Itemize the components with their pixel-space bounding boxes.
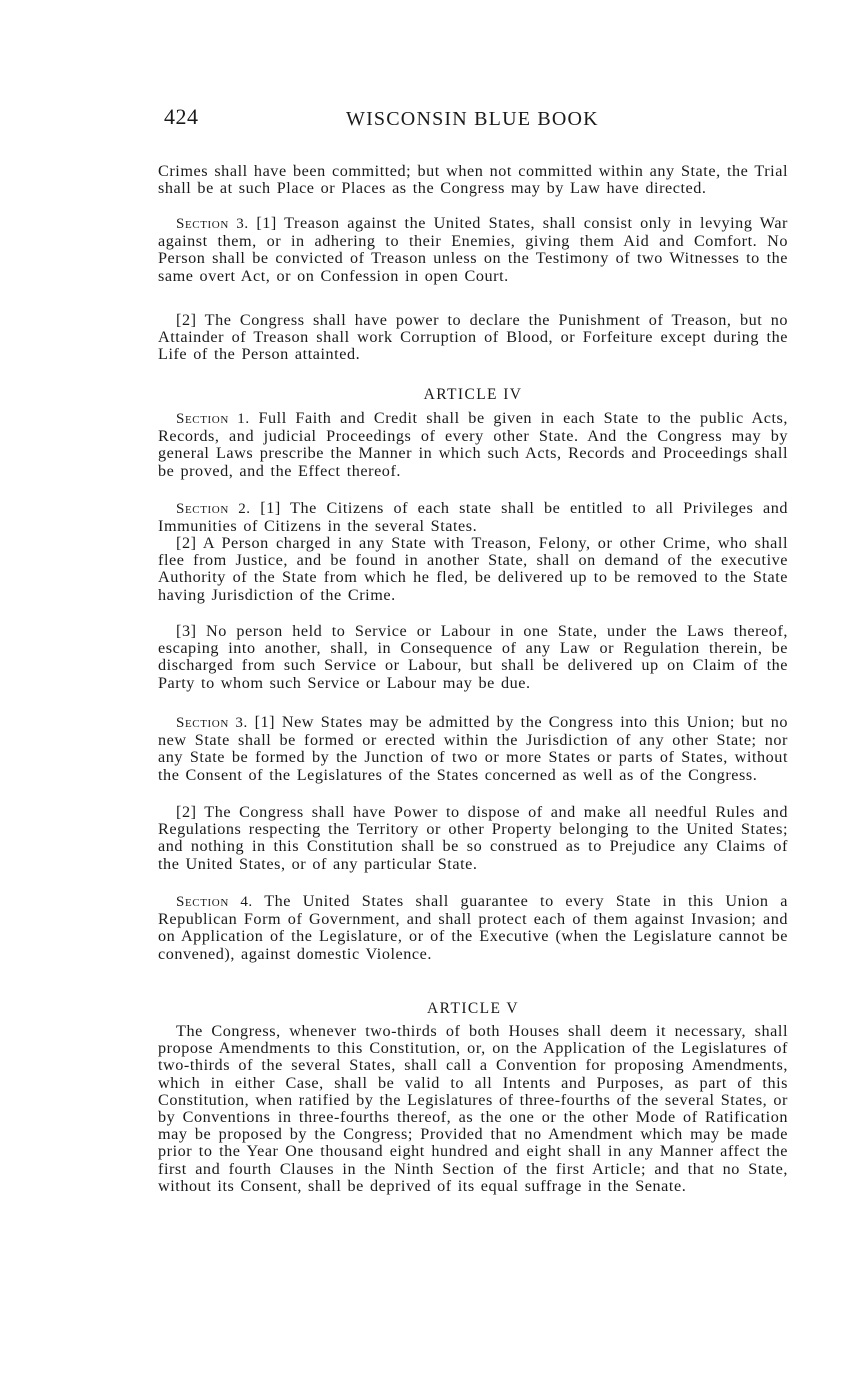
section-text: The United States shall guarantee to every State in this Union a Republican Form of Government, and shall protect each of them against Invasion; and on Application of the Legislature, or of the Executive (when the Legislature cannot be convened), against domestic Violence. [158,892,788,963]
section-label: Section 4. [176,894,253,910]
article-iv-section-3-clause-2: [2] The Congress shall have Power to dispose of and make all needful Rules and Regulations respecting the Territory or other Property belonging to the United States; and nothing in this Constitution shall be so construed as to Prejudice any Claims of the United States, or of any particular State. [158,803,788,873]
section-label: Section 3. [176,216,249,232]
article-iv-section-2-clause-3: [3] No person held to Service or Labour in one State, under the Laws thereof, escaping into another, shall, in Consequence of any Law or Regulation therein, be discharged from such Service or Labour, but shall be delivered up on Claim of the Party to whom such Service or Labour may be due. [158,622,788,692]
article-iv-section-1 [158,410,788,480]
running-title: WISCONSIN BLUE BOOK [346,108,599,130]
article-v-text: The Congress, whenever two-thirds of both Houses shall deem it necessary, shall propose Amendments to this Constitution, or, on the Application of the Legislatures of two-thirds of the several States, shall call a Convention for proposing Amendments, which in either Case, shall be valid to all Intents and Purposes, as part of this Constitution, when ratified by the Legislatures of three-fourths of the several States, or by Conventions in three-fourths thereof, as the one or the other Mode of Ratification may be proposed by the Congress; Provided that no Amendment which may be made prior to the Year One thousand eight hundred and eight shall in any Manner affect the first and fourth Clauses in the Ninth Section of the first Article; and that no State, without its Consent, shall be deprived of its equal suffrage in the Senate. [158,1022,788,1195]
section-label: Section 3. [176,715,248,731]
article-iv-section-2-clause-1 [158,500,788,535]
article-iii-section-3-clause-1 [158,215,788,285]
continuation-paragraph: Crimes shall have been committed; but when not committed within any State, the Trial shall be at such Place or Places as the Congress may by Law have directed. [158,162,788,198]
page-header [160,104,800,138]
section-text: Full Faith and Credit shall be given in each State to the public Acts, Records, and judicial Proceedings of every other State. And the Congress may by general Laws prescribe the Manner in which such Acts, Records and Proceedings shall be proved, and the Effect thereof. [158,409,788,480]
article-iv-heading: ARTICLE IV [423,386,523,403]
page-number: 424 [164,104,199,129]
clause-text: [1] The Citizens of each state shall be entitled to all Privileges and Immunities of Citizens in the several States. [158,499,788,536]
clause-text: [1] Treason against the United States, shall consist only in levying War against them, or in adhering to their Enemies, giving them Aid and Comfort. No Person shall be convicted of Treason unless on the Testimony of two Witnesses to the same overt Act, or on Confession in open Court. [158,214,788,285]
section-label: Section 1. [176,411,250,427]
article-iv-section-4 [158,893,788,963]
article-iv-section-3-clause-1 [158,714,788,784]
article-iii-section-3-clause-2: [2] The Congress shall have power to declare the Punishment of Treason, but no Attainder of Treason shall work Corruption of Blood, or Forfeiture except during the Life of the Person attainted. [158,311,788,364]
clause-text: [1] New States may be admitted by the Congress into this Union; but no new State shall be formed or erected within the Jurisdiction of any other State; nor any State be formed by the Junction of two or more States or parts of States, without the Consent of the Legislatures of the States concerned as well as of the Congress. [158,713,788,784]
article-v-heading: ARTICLE V [427,1000,519,1017]
article-iv-section-2-clause-2: [2] A Person charged in any State with Treason, Felony, or other Crime, who shall flee from Justice, and be found in another State, shall on demand of the executive Authority of the State from which he fled, be delivered up to be removed to the State having Jurisdiction of the Crime. [158,534,788,604]
section-label: Section 2. [176,501,251,517]
